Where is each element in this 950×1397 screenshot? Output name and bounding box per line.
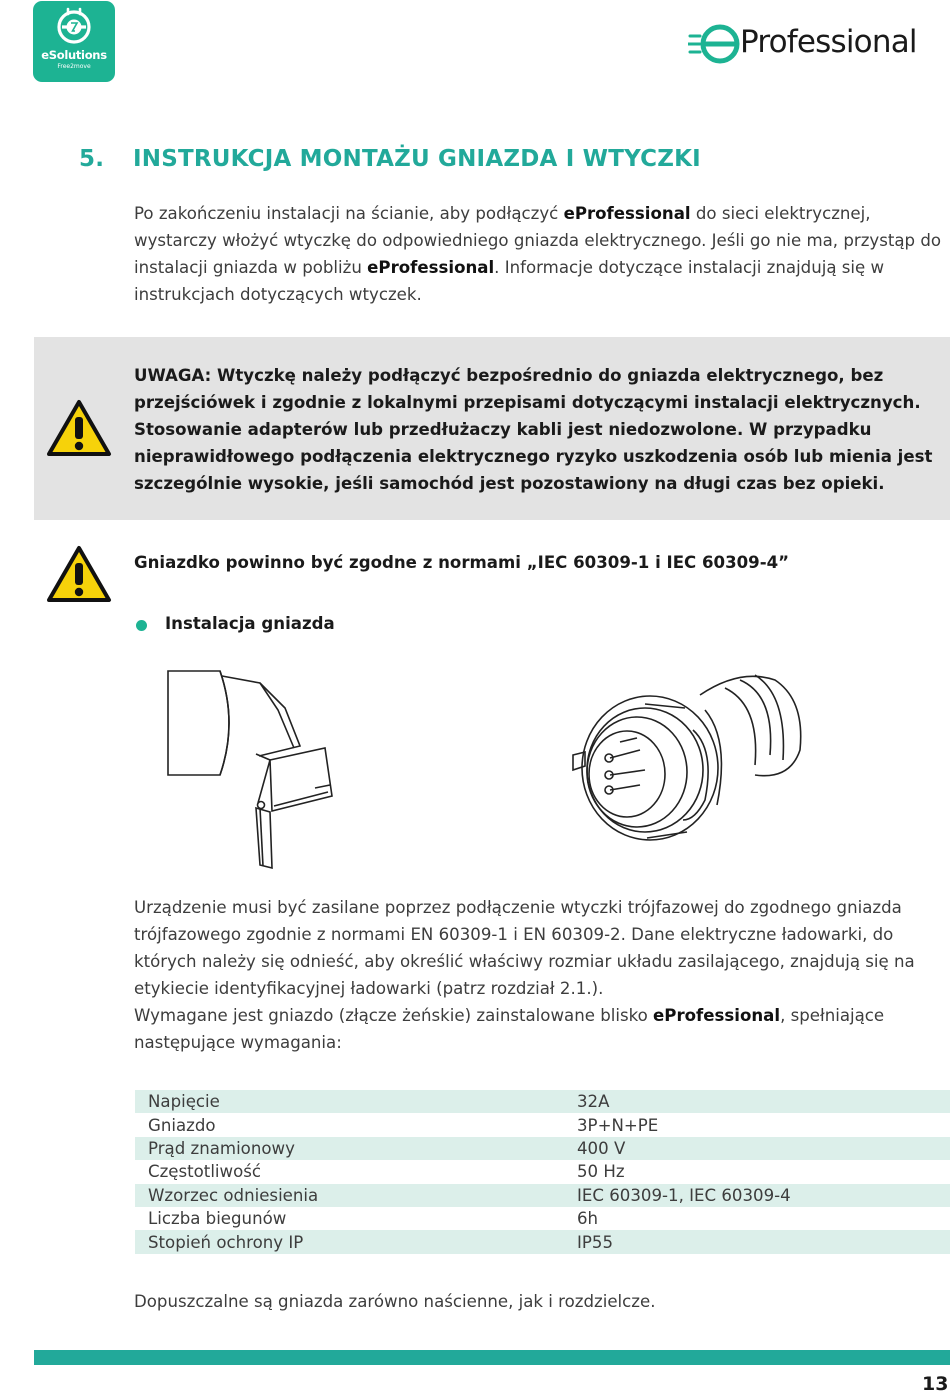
esolutions-logo-subtitle: Free2move xyxy=(57,63,91,70)
body-brand: eProfessional xyxy=(653,1006,781,1025)
socket-illustration xyxy=(160,668,345,873)
intro-text-2: do sieci elektrycznej, wystarczy włożyć wtyczkę do odpowiedniego gniazda elektrycznego. Jeśli go nie ma, przystąp do instalacji gniazda w pobliżu xyxy=(134,204,942,277)
intro-brand-1: eProfessional xyxy=(563,204,691,223)
table-row xyxy=(135,1137,950,1160)
esolutions-logo-name: eSolutions xyxy=(41,48,107,62)
spec-label: Prąd znamionowy xyxy=(135,1137,567,1160)
table-row xyxy=(135,1090,950,1113)
intro-text-3: . Informacje dotyczące instalacji znajdują się w instrukcjach dotyczących wtyczek. xyxy=(134,258,885,304)
esolutions-logo xyxy=(33,1,115,82)
table-row xyxy=(135,1207,950,1230)
spec-label: Stopień ochrony IP xyxy=(135,1230,567,1253)
body-text-2b: , spełniające następujące wymagania: xyxy=(134,1006,885,1052)
eprofessional-logo-mark xyxy=(688,20,744,70)
standard-note: Gniazdko powinno być zgodne z normami „IEC 60309-1 i IEC 60309-4” xyxy=(134,553,790,572)
section-title xyxy=(79,146,701,172)
spec-value: 50 Hz xyxy=(577,1162,625,1182)
bullet-label: Instalacja gniazda xyxy=(165,614,335,633)
spec-value: 400 V xyxy=(567,1137,950,1160)
intro-text-1: Po zakończeniu instalacji na ścianie, aby podłączyć xyxy=(134,204,564,223)
plug-icon xyxy=(33,1,115,47)
body-paragraph-2 xyxy=(134,1002,949,1056)
spec-label: Gniazdo xyxy=(148,1115,216,1135)
spec-label: Liczba biegunów xyxy=(148,1209,287,1229)
page-number: 13 xyxy=(922,1373,949,1395)
eprofessional-logo-text: Professional xyxy=(740,24,917,60)
warning-text: UWAGA: Wtyczkę należy podłączyć bezpośrednio do gniazda elektrycznego, bez przejściówek i zgodnie z lokalnymi przepisami dotyczącymi instalacji elektrycznych. Stosowanie adapterów lub przedłużaczy kabli jest niedozwolone. W przypadku nieprawidłowego podłączenia elektrycznego ryzyko uszkodzenia osób lub mienia jest szczególnie wysokie, jeśli samochód jest pozostawiony na długi czas bez opieki. xyxy=(134,366,933,493)
spec-label: Wzorzec odniesienia xyxy=(135,1184,567,1207)
table-row xyxy=(135,1230,950,1253)
section-number: 5. xyxy=(79,146,105,172)
bullet-dot xyxy=(136,620,147,631)
spec-value: 6h xyxy=(577,1209,599,1229)
intro-brand-2: eProfessional xyxy=(367,258,495,277)
eprofessional-logo xyxy=(688,20,950,70)
spec-value: 32A xyxy=(567,1090,950,1113)
closing-paragraph: Dopuszczalne są gniazda zarówno naścienne, jak i rozdzielcze. xyxy=(134,1292,656,1311)
warning-icon xyxy=(46,399,112,457)
spec-value: IEC 60309-1, IEC 60309-4 xyxy=(567,1184,950,1207)
plug-illustration xyxy=(565,670,805,855)
table-row xyxy=(135,1113,950,1136)
body-text-2a: Wymagane jest gniazdo (złącze żeńskie) zainstalowane blisko xyxy=(134,1006,654,1025)
section-title-text: INSTRUKCJA MONTAŻU GNIAZDA I WTYCZKI xyxy=(133,146,701,172)
warning-icon xyxy=(46,545,112,603)
specs-table xyxy=(135,1090,950,1254)
body-paragraph-1: Urządzenie musi być zasilane poprzez podłączenie wtyczki trójfazowej do zgodnego gniazda trójfazowego zgodnie z normami EN 60309-1 i EN 60309-2. Dane elektryczne ładowarki, do których należy się odnieść, aby określić właściwy rozmiar układu zasilającego, znajdują się na etykiecie identyfikacyjnej ładowarki (patrz rozdział 2.1.). xyxy=(134,898,915,998)
spec-label: Częstotliwość xyxy=(148,1162,262,1182)
spec-value: IP55 xyxy=(567,1230,950,1253)
spec-label: Napięcie xyxy=(135,1090,567,1113)
footer-bar xyxy=(34,1350,950,1365)
table-row xyxy=(135,1184,950,1207)
table-row xyxy=(135,1160,950,1183)
intro-paragraph xyxy=(134,200,949,308)
spec-value: 3P+N+PE xyxy=(577,1115,659,1135)
